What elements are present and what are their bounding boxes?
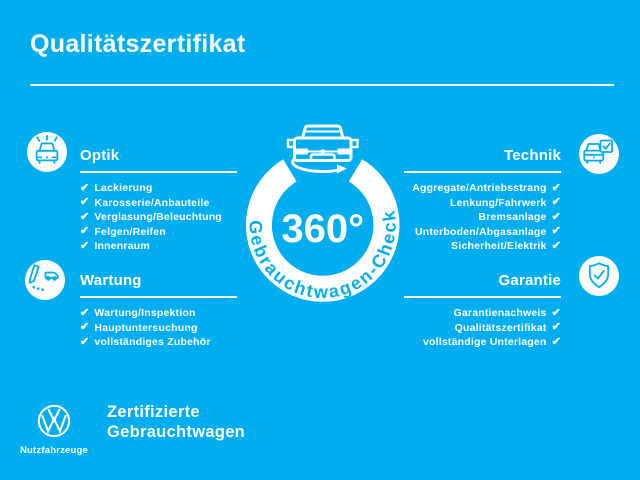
check-icon: ✔ xyxy=(80,306,90,319)
checklist-item xyxy=(404,239,561,254)
garantie-checklist xyxy=(404,306,561,350)
check-icon: ✔ xyxy=(551,306,561,319)
checklist-item-label: Hauptuntersuchung xyxy=(94,321,198,334)
section-garantie xyxy=(404,270,561,350)
checklist-item xyxy=(80,225,237,240)
wartung-icon-badge xyxy=(25,260,65,300)
tagline-line-1: Zertifizierte xyxy=(107,403,200,421)
checklist-item-label: vollständiges Zubehör xyxy=(94,336,211,349)
car-360-icon xyxy=(288,126,358,161)
checklist-item xyxy=(80,239,237,254)
check-icon: ✔ xyxy=(551,210,561,223)
checklist-item xyxy=(80,196,237,211)
checklist-item xyxy=(404,321,561,336)
check-icon: ✔ xyxy=(80,181,90,194)
checklist-item xyxy=(80,321,237,336)
checklist-item xyxy=(404,196,561,211)
check-icon: ✔ xyxy=(551,321,561,334)
checklist-item-label: Lenkung/Fahrwerk xyxy=(450,196,547,209)
tagline-line-2: Gebrauchtwagen xyxy=(107,422,246,441)
section-title-technik: Technik xyxy=(404,145,561,173)
degree-label: 360° xyxy=(281,207,365,251)
shield-check-icon xyxy=(579,256,619,296)
section-technik xyxy=(404,145,561,254)
check-icon: ✔ xyxy=(551,225,561,238)
brand-sub-label: Nutzfahrzeuge xyxy=(19,445,89,456)
checklist-item xyxy=(404,225,561,240)
checklist-item xyxy=(80,210,237,225)
tagline xyxy=(107,403,245,442)
checklist-item-label: Innenraum xyxy=(94,240,150,253)
checklist-item-label: Wartung/Inspektion xyxy=(94,307,196,320)
checklist-item-label: Lackierung xyxy=(94,182,153,195)
check-icon: ✔ xyxy=(80,196,90,209)
check-icon: ✔ xyxy=(80,335,90,348)
section-wartung xyxy=(80,270,237,350)
ring-label: Gebrauchtwagen-Check xyxy=(245,207,400,303)
check-icon: ✔ xyxy=(80,225,90,238)
checklist-item xyxy=(404,181,561,196)
checklist-item-label: Garantienachweis xyxy=(453,307,547,320)
pencil-service-icon xyxy=(25,260,65,300)
checklist-item-label: Karosserie/Anbauteile xyxy=(94,196,210,209)
car-shine-icon xyxy=(27,132,67,172)
check-icon: ✔ xyxy=(80,321,90,334)
checklist-item-label: vollständige Unterlagen xyxy=(422,336,547,349)
garantie-icon-badge xyxy=(579,256,619,296)
title-divider xyxy=(30,84,614,86)
checklist-item xyxy=(404,210,561,225)
checklist-item-label: Sicherheit/Elektrik xyxy=(451,240,547,253)
car-checklist-icon xyxy=(579,134,619,174)
section-title-optik: Optik xyxy=(80,145,237,173)
checklist-item-label: Unterboden/Abgasanlage xyxy=(414,225,547,238)
technik-checklist xyxy=(404,181,561,254)
checklist-item-label: Qualitätszertifikat xyxy=(454,321,547,334)
checklist-item xyxy=(404,306,561,321)
checklist-item xyxy=(80,306,237,321)
technik-icon-badge xyxy=(579,134,619,174)
vw-logo xyxy=(36,403,72,439)
checklist-item xyxy=(80,335,237,350)
360-check-graphic xyxy=(235,105,415,315)
section-optik xyxy=(80,145,237,254)
checklist-item xyxy=(404,335,561,350)
page-title: Qualitätszertifikat xyxy=(30,30,246,58)
check-icon: ✔ xyxy=(80,239,90,252)
optik-checklist xyxy=(80,181,237,254)
check-icon: ✔ xyxy=(551,196,561,209)
section-title-wartung: Wartung xyxy=(80,270,237,298)
checklist-item xyxy=(80,181,237,196)
checklist-item-label: Felgen/Reifen xyxy=(94,225,166,238)
checklist-item-label: Aggregate/Antriebsstrang xyxy=(412,182,547,195)
check-icon: ✔ xyxy=(80,210,90,223)
wartung-checklist xyxy=(80,306,237,350)
checklist-item-label: Bremsanlage xyxy=(478,211,547,224)
check-icon: ✔ xyxy=(551,181,561,194)
optik-icon-badge xyxy=(27,132,67,172)
check-icon: ✔ xyxy=(551,239,561,252)
check-icon: ✔ xyxy=(551,335,561,348)
section-title-garantie: Garantie xyxy=(404,270,561,298)
checklist-item-label: Verglasung/Beleuchtung xyxy=(94,211,222,224)
